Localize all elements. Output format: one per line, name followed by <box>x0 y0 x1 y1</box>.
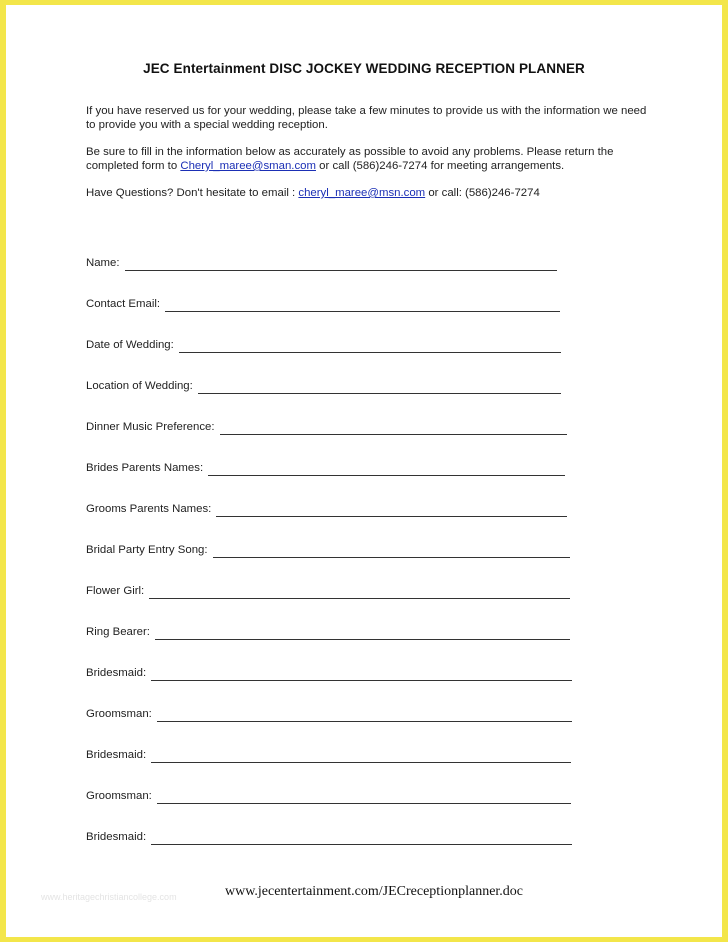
field-dinner-music-preference <box>86 418 567 434</box>
field-label: Bridal Party Entry Song: <box>86 544 208 556</box>
instructions-text-post: or call (586)246-7274 for meeting arrangements. <box>315 160 565 172</box>
field-label: Groomsman: <box>86 790 152 802</box>
field-bridal-party-entry-song <box>86 541 570 557</box>
field-input-line[interactable] <box>216 516 567 517</box>
field-input-line[interactable] <box>165 311 560 312</box>
instructions-text-pre: Be sure to fill in the information below as accurately as possible to avoid any problems. Please return the completed form to <box>86 146 614 172</box>
field-ring-bearer <box>86 623 570 639</box>
field-name <box>86 254 557 270</box>
field-label: Flower Girl: <box>86 585 145 597</box>
questions-email-link[interactable]: cheryl_maree@msn.com <box>298 187 426 199</box>
field-input-line[interactable] <box>198 393 561 394</box>
field-label: Date of Wedding: <box>86 339 174 351</box>
field-grooms-parents-names <box>86 500 567 516</box>
footer-url: www.jecentertainment.com/JECreceptionplanner.doc <box>224 884 524 899</box>
field-label: Ring Bearer: <box>86 626 150 638</box>
questions-text-post: or call: (586)246-7274 <box>425 187 540 199</box>
field-contact-email <box>86 295 560 311</box>
field-input-line[interactable] <box>151 844 572 845</box>
field-input-line[interactable] <box>149 598 570 599</box>
field-input-line[interactable] <box>213 557 570 558</box>
intro-paragraph: If you have reserved us for your wedding, please take a few minutes to provide us with the information we need to provide you with a special wedding reception. <box>86 105 647 131</box>
watermark-text: www.heritagechristiancollege.com <box>41 892 177 902</box>
field-input-line[interactable] <box>157 803 571 804</box>
field-label: Bridesmaid: <box>86 749 147 761</box>
field-bridesmaid-3 <box>86 828 572 844</box>
questions-text-pre: Have Questions? Don't hesitate to email : <box>86 187 299 199</box>
field-label: Grooms Parents Names: <box>86 503 212 515</box>
field-label: Bridesmaid: <box>86 831 147 843</box>
field-groomsman-1 <box>86 705 572 721</box>
field-input-line[interactable] <box>208 475 565 476</box>
field-label: Name: <box>86 257 120 269</box>
field-input-line[interactable] <box>220 434 567 435</box>
instructions-email-link[interactable]: Cheryl_maree@sman.com <box>180 160 316 172</box>
field-bridesmaid-1 <box>86 664 572 680</box>
questions-paragraph <box>86 186 656 200</box>
field-input-line[interactable] <box>151 680 572 681</box>
field-flower-girl <box>86 582 570 598</box>
field-label: Location of Wedding: <box>86 380 193 392</box>
field-input-line[interactable] <box>155 639 570 640</box>
instructions-paragraph <box>86 145 656 173</box>
field-input-line[interactable] <box>179 352 561 353</box>
field-groomsman-2 <box>86 787 571 803</box>
field-input-line[interactable] <box>151 762 571 763</box>
document-title: JEC Entertainment DISC JOCKEY WEDDING RECEPTION PLANNER <box>143 61 585 76</box>
field-input-line[interactable] <box>125 270 557 271</box>
field-bridesmaid-2 <box>86 746 571 762</box>
field-input-line[interactable] <box>157 721 572 722</box>
field-label: Bridesmaid: <box>86 667 147 679</box>
field-label: Contact Email: <box>86 298 161 310</box>
field-brides-parents-names <box>86 459 565 475</box>
field-date-of-wedding <box>86 336 561 352</box>
field-location-of-wedding <box>86 377 561 393</box>
field-label: Groomsman: <box>86 708 152 720</box>
document-page <box>6 5 722 937</box>
field-label: Brides Parents Names: <box>86 462 204 474</box>
field-label: Dinner Music Preference: <box>86 421 215 433</box>
